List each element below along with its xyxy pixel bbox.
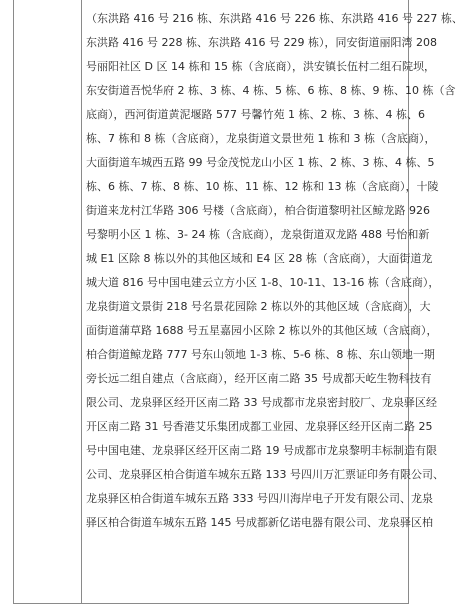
text-line: 号丽阳社区 D 区 14 栋和 15 栋（含底商），洪安镇长伍村二组石院坝， xyxy=(86,60,435,73)
text-line: 底商），西河街道黄泥堰路 577 号馨竹苑 1 栋、2 栋、3 栋、4 栋、6 xyxy=(86,108,425,121)
text-cell xyxy=(86,0,463,604)
text-line: 旁长远二组自建点（含底商），经开区南二路 35 号成都天屹生物科技有 xyxy=(86,372,432,385)
text-line: 东安街道吾悦华府 2 栋、3 栋、4 栋、5 栋、6 栋、8 栋、9 栋、10 栋（含 xyxy=(86,84,456,97)
text-line: 龙泉街道文景街 218 号名景花园除 2 栋以外的其他区域（含底商），大 xyxy=(86,300,431,313)
text-line: （东洪路 416 号 216 栋、东洪路 416 号 226 栋、东洪路 416 号 227 栋、 xyxy=(86,12,463,25)
text-line: 大面街道车城西五路 99 号金茂悦龙山小区 1 栋、2 栋、3 栋、4 栋、5 xyxy=(86,156,435,169)
text-line: 开区南二路 31 号香港艾乐集团成都工业园、龙泉驿区经开区南二路 25 xyxy=(86,420,433,433)
text-line: 东洪路 416 号 228 栋、东洪路 416 号 229 栋），同安街道丽阳湾 208 xyxy=(86,36,437,49)
text-line: 限公司、龙泉驿区经开区南二路 33 号成都市龙泉密封胶厂、龙泉驿区经 xyxy=(86,396,437,409)
text-line: 城大道 816 号中国电建云立方小区 1-8、10-11、13-16 栋（含底商）， xyxy=(86,276,440,289)
column-divider xyxy=(81,0,82,604)
text-line: 栋、6 栋、7 栋、8 栋、10 栋、11 栋、12 栋和 13 栋（含底商），十陵 xyxy=(86,180,439,193)
text-line: 号中国电建、龙泉驿区经开区南二路 19 号成都市龙泉黎明丰标制造有限 xyxy=(86,444,437,457)
left-empty-cell xyxy=(13,0,81,604)
text-line: 栋、7 栋和 8 栋（含底商），龙泉街道文景世苑 1 栋和 3 栋（含底商）， xyxy=(86,132,436,145)
text-line: 面街道蒲草路 1688 号五星嘉园小区除 2 栋以外的其他区域（含底商）， xyxy=(86,324,438,337)
text-line: 号黎明小区 1 栋、3- 24 栋（含底商），龙泉街道双龙路 488 号怡和新 xyxy=(86,228,430,241)
text-line: 龙泉驿区柏合街道车城东五路 333 号四川海岸电子开发有限公司、龙泉 xyxy=(86,492,433,505)
text-line: 驿区柏合街道车城东五路 145 号成都新亿诺电器有限公司、龙泉驿区柏 xyxy=(86,516,433,529)
text-line: 街道来龙村江华路 306 号楼（含底商），柏合街道黎明社区鲸龙路 926 xyxy=(86,204,430,217)
text-line: 柏合街道鲸龙路 777 号东山领地 1-3 栋、5-6 栋、8 栋、东山领地一期 xyxy=(86,348,435,361)
text-line: 公司、龙泉驿区柏合街道车城东五路 133 号四川万汇票证印务有限公司、 xyxy=(86,468,444,481)
text-line: 城 E1 区除 8 栋以外的其他区域和 E4 区 28 栋（含底商），大面街道龙 xyxy=(86,252,433,265)
